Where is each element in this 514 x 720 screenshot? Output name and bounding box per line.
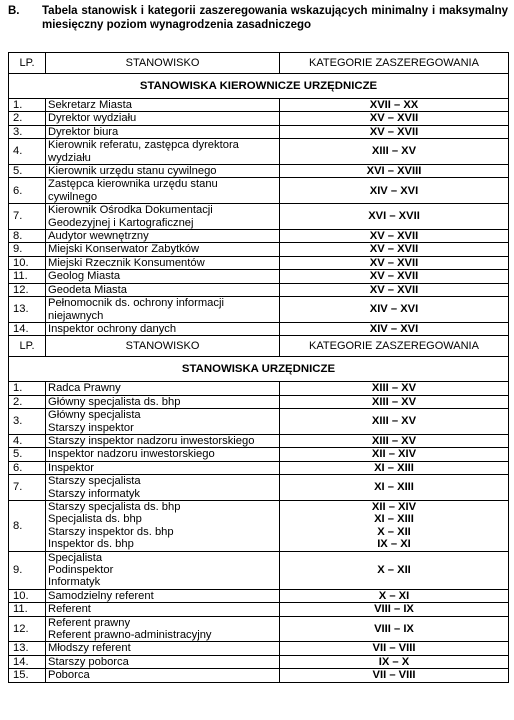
category-line: XIII – XV xyxy=(371,145,417,158)
position-line: Informatyk xyxy=(48,576,101,589)
row-number: 3. xyxy=(9,409,46,435)
category-range xyxy=(280,230,509,243)
row-number: 11. xyxy=(9,270,46,283)
row-number: 8. xyxy=(9,230,46,243)
table-row xyxy=(9,616,509,642)
position-line: Starszy inspektor xyxy=(48,421,134,434)
category-range xyxy=(280,500,509,551)
table-row xyxy=(9,461,509,474)
position-line: Kierownik Ośrodka Dokumentacji xyxy=(48,204,213,217)
category-range xyxy=(280,112,509,125)
category-range xyxy=(280,669,509,682)
positions-table-body xyxy=(9,53,509,683)
position-name xyxy=(46,642,280,655)
position-name xyxy=(46,382,280,395)
document-title: Tabela stanowisk i kategorii zaszeregowania wskazujących minimalny i maksymalny miesięczny poziom wynagrodzenia zasadniczego xyxy=(42,5,508,31)
category-range xyxy=(280,178,509,204)
position-line: Kierownik urzędu stanu cywilnego xyxy=(48,165,217,178)
table-row xyxy=(9,322,509,335)
row-number: 9. xyxy=(9,243,46,256)
position-name xyxy=(46,139,280,165)
row-number: 13. xyxy=(9,642,46,655)
table-row xyxy=(9,178,509,204)
position-name xyxy=(46,178,280,204)
category-line: VIII – IX xyxy=(374,603,414,616)
table-row xyxy=(9,655,509,668)
section-title: STANOWISKA URZĘDNICZE xyxy=(9,357,509,382)
row-number: 7. xyxy=(9,475,46,501)
table-row xyxy=(9,112,509,125)
category-line: XI – XIII xyxy=(374,481,414,494)
position-line: Miejski Konserwator Zabytków xyxy=(48,243,200,256)
position-name xyxy=(46,461,280,474)
position-line: Specjalista ds. bhp xyxy=(48,513,142,526)
row-number: 12. xyxy=(9,283,46,296)
table-row xyxy=(9,99,509,112)
position-name xyxy=(46,165,280,178)
category-range xyxy=(280,551,509,589)
category-line: X – XII xyxy=(377,564,411,576)
category-line: VIII – IX xyxy=(374,622,414,635)
table-row xyxy=(9,395,509,408)
row-number: 5. xyxy=(9,165,46,178)
position-name xyxy=(46,500,280,551)
category-line: XVI – XVII xyxy=(368,210,420,223)
section-title: STANOWISKA KIEROWNICZE URZĘDNICZE xyxy=(9,74,509,99)
category-line: XII – XIV xyxy=(371,500,417,513)
position-name xyxy=(46,448,280,461)
category-line: IX – XI xyxy=(377,538,411,551)
position-line: Dyrektor wydziału xyxy=(48,112,137,125)
category-range xyxy=(280,256,509,269)
category-range xyxy=(280,99,509,112)
position-line: wydziału xyxy=(48,151,91,164)
category-range xyxy=(280,125,509,138)
row-number: 5. xyxy=(9,448,46,461)
column-header-lp: LP. xyxy=(9,53,46,74)
position-name xyxy=(46,256,280,269)
category-line: XIV – XVI xyxy=(369,184,419,197)
row-number: 14. xyxy=(9,322,46,335)
row-number: 6. xyxy=(9,178,46,204)
position-line: Starszy inspektor nadzoru inwestorskiego xyxy=(48,434,255,447)
row-number: 10. xyxy=(9,589,46,602)
category-range xyxy=(280,603,509,616)
column-header-category: KATEGORIE ZASZEREGOWANIA xyxy=(280,53,509,74)
category-line: XV – XVII xyxy=(369,230,419,243)
category-line: XV – XVII xyxy=(369,125,419,138)
position-line: Starszy specjalista ds. bhp xyxy=(48,500,181,513)
category-line: XVI – XVIII xyxy=(366,165,422,178)
category-line: IX – X xyxy=(378,655,410,668)
row-number: 9. xyxy=(9,551,46,589)
table-row xyxy=(9,230,509,243)
position-name xyxy=(46,243,280,256)
category-line: XIII – XV xyxy=(371,395,417,408)
position-line: Referent prawny xyxy=(48,616,131,629)
row-number: 10. xyxy=(9,256,46,269)
table-row xyxy=(9,139,509,165)
category-range xyxy=(280,283,509,296)
category-range xyxy=(280,382,509,395)
category-line: XV – XVII xyxy=(369,256,419,269)
table-row xyxy=(9,642,509,655)
table-row xyxy=(9,589,509,602)
position-name xyxy=(46,297,280,323)
row-number: 7. xyxy=(9,204,46,230)
table-row xyxy=(9,382,509,395)
category-line: XIII – XV xyxy=(371,415,417,428)
section-title-row xyxy=(9,74,509,99)
row-number: 8. xyxy=(9,500,46,551)
row-number: 12. xyxy=(9,616,46,642)
position-line: Specjalista xyxy=(48,551,103,564)
category-line: XI – XIII xyxy=(374,513,414,526)
position-line: Inspektor nadzoru inwestorskiego xyxy=(48,448,215,461)
position-line: Radca Prawny xyxy=(48,382,121,395)
position-line: Podinspektor xyxy=(48,564,114,576)
position-name xyxy=(46,395,280,408)
category-line: X – XI xyxy=(378,589,410,602)
category-range xyxy=(280,243,509,256)
table-row xyxy=(9,256,509,269)
position-line: cywilnego xyxy=(48,190,98,203)
table-row xyxy=(9,125,509,138)
position-name xyxy=(46,409,280,435)
row-number: 14. xyxy=(9,655,46,668)
row-number: 11. xyxy=(9,603,46,616)
category-range xyxy=(280,616,509,642)
table-row xyxy=(9,165,509,178)
position-name xyxy=(46,112,280,125)
row-number: 3. xyxy=(9,125,46,138)
position-line: Geodeta Miasta xyxy=(48,283,127,296)
table-row xyxy=(9,551,509,589)
position-line: Miejski Rzecznik Konsumentów xyxy=(48,256,205,269)
position-line: Młodszy referent xyxy=(48,642,131,655)
table-row xyxy=(9,204,509,230)
column-header-row xyxy=(9,336,509,357)
category-line: XV – XVII xyxy=(369,283,419,296)
position-name xyxy=(46,616,280,642)
row-number: 6. xyxy=(9,461,46,474)
row-number: 13. xyxy=(9,297,46,323)
position-line: Geolog Miasta xyxy=(48,270,121,283)
column-header-lp: LP. xyxy=(9,336,46,357)
category-line: XV – XVII xyxy=(369,270,419,283)
table-row xyxy=(9,500,509,551)
row-number: 4. xyxy=(9,434,46,447)
category-line: XV – XVII xyxy=(369,243,419,256)
section-title-row xyxy=(9,357,509,382)
category-range xyxy=(280,139,509,165)
category-range xyxy=(280,589,509,602)
position-name xyxy=(46,475,280,501)
row-number: 1. xyxy=(9,382,46,395)
position-line: Referent xyxy=(48,603,91,616)
position-name xyxy=(46,434,280,447)
position-line: Kierownik referatu, zastępca dyrektora xyxy=(48,139,239,152)
table-row xyxy=(9,434,509,447)
table-row xyxy=(9,603,509,616)
row-number: 2. xyxy=(9,112,46,125)
position-line: Główny specjalista xyxy=(48,409,141,422)
positions-table xyxy=(8,52,509,683)
position-line: Inspektor ds. bhp xyxy=(48,538,134,551)
position-name xyxy=(46,551,280,589)
position-name xyxy=(46,283,280,296)
category-line: XIV – XVI xyxy=(369,303,419,316)
category-range xyxy=(280,642,509,655)
position-name xyxy=(46,603,280,616)
category-line: XIII – XV xyxy=(371,434,417,447)
table-row xyxy=(9,409,509,435)
category-line: XII – XIV xyxy=(371,448,417,461)
category-line: XIII – XV xyxy=(371,382,417,395)
row-number: 15. xyxy=(9,669,46,682)
column-header-position: STANOWISKO xyxy=(46,336,280,357)
position-line: Sekretarz Miasta xyxy=(48,99,132,111)
table-row xyxy=(9,669,509,682)
position-line: Pełnomocnik ds. ochrony informacji xyxy=(48,297,224,310)
category-range xyxy=(280,448,509,461)
position-name xyxy=(46,655,280,668)
row-number: 4. xyxy=(9,139,46,165)
position-name xyxy=(46,230,280,243)
category-line: VII – VIII xyxy=(372,642,416,655)
category-line: XIV – XVI xyxy=(369,322,419,335)
category-range xyxy=(280,461,509,474)
position-line: Referent prawno-administracyjny xyxy=(48,629,212,642)
position-line: Dyrektor biura xyxy=(48,125,119,138)
position-line: Audytor wewnętrzny xyxy=(48,230,149,243)
position-line: Starszy informatyk xyxy=(48,487,141,500)
category-range xyxy=(280,297,509,323)
column-header-row xyxy=(9,53,509,74)
category-range xyxy=(280,165,509,178)
table-row xyxy=(9,283,509,296)
column-header-category: KATEGORIE ZASZEREGOWANIA xyxy=(280,336,509,357)
table-row xyxy=(9,448,509,461)
table-row xyxy=(9,270,509,283)
category-range xyxy=(280,395,509,408)
position-line: Zastępca kierownika urzędu stanu xyxy=(48,178,218,191)
category-range xyxy=(280,434,509,447)
position-name xyxy=(46,270,280,283)
position-name xyxy=(46,99,280,112)
position-line: Inspektor xyxy=(48,461,95,474)
position-name xyxy=(46,322,280,335)
table-row xyxy=(9,243,509,256)
position-name xyxy=(46,204,280,230)
position-line: Geodezyjnej i Kartograficznej xyxy=(48,216,194,229)
category-range xyxy=(280,204,509,230)
position-name xyxy=(46,669,280,682)
position-line: Poborca xyxy=(48,669,90,682)
category-line: X – XII xyxy=(377,525,411,538)
table-row xyxy=(9,475,509,501)
category-line: XVII – XX xyxy=(369,99,419,111)
position-line: Starszy inspektor ds. bhp xyxy=(48,525,174,538)
position-line: Starszy poborca xyxy=(48,655,129,668)
category-range xyxy=(280,475,509,501)
position-line: Samodzielny referent xyxy=(48,589,154,602)
category-range xyxy=(280,270,509,283)
position-line: Inspektor ochrony danych xyxy=(48,322,177,335)
category-range xyxy=(280,655,509,668)
position-name xyxy=(46,589,280,602)
position-line: Starszy specjalista xyxy=(48,475,141,488)
row-number: 2. xyxy=(9,395,46,408)
category-line: VII – VIII xyxy=(372,669,416,682)
position-line: Główny specjalista ds. bhp xyxy=(48,395,181,408)
category-range xyxy=(280,322,509,335)
category-line: XI – XIII xyxy=(374,461,414,474)
position-line: niejawnych xyxy=(48,309,104,322)
category-range xyxy=(280,409,509,435)
row-number: 1. xyxy=(9,99,46,112)
table-row xyxy=(9,297,509,323)
category-line: XV – XVII xyxy=(369,112,419,125)
section-letter: B. xyxy=(8,5,20,17)
position-name xyxy=(46,125,280,138)
column-header-position: STANOWISKO xyxy=(46,53,280,74)
